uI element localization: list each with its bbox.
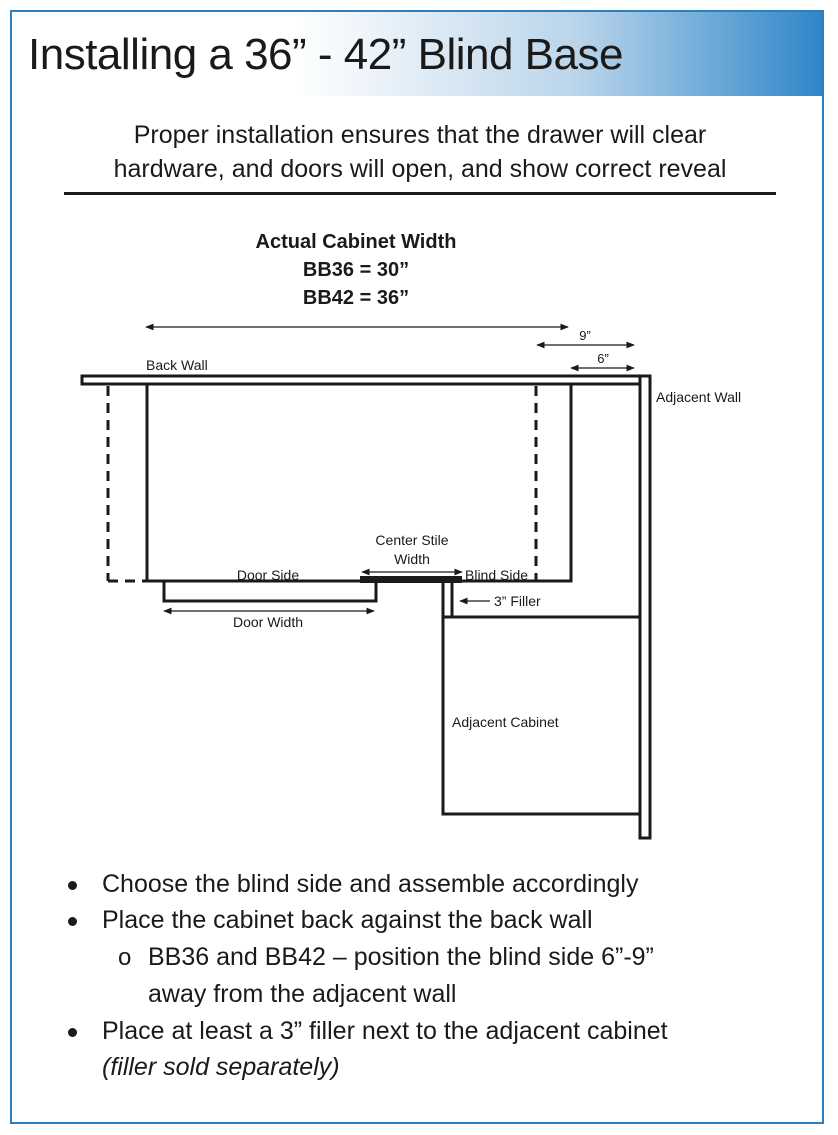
bullet-dot: [68, 917, 77, 926]
dim-6-label: 6”: [597, 351, 609, 366]
bullet-item-3-note: (filler sold separately): [102, 1053, 340, 1081]
subtitle-line-2: hardware, and doors will open, and show correct reveal: [113, 155, 727, 183]
center-stile: [360, 576, 462, 583]
bb42-width: BB42 = 36”: [302, 287, 410, 309]
door-width-label: Door Width: [232, 614, 304, 630]
door-panel: [164, 581, 376, 601]
cabinet-body: [147, 384, 571, 581]
adjacent-cabinet-label: Adjacent Cabinet: [452, 714, 559, 730]
blind-side-label: Blind Side: [465, 567, 529, 583]
bullet-item-3: Place at least a 3” filler next to the adjacent cabinet: [102, 1017, 668, 1045]
bullet-dot: [68, 881, 77, 890]
filler: [443, 581, 452, 617]
page-title: Installing a 36” - 42” Blind Base: [28, 30, 623, 79]
adjacent-wall-label: Adjacent Wall: [656, 389, 742, 405]
center-stile-label-1: Center Stile: [375, 532, 449, 548]
sub-bullet-line-2: away from the adjacent wall: [148, 980, 457, 1008]
dim-9-label: 9”: [579, 328, 591, 343]
bb36-width: BB36 = 30”: [302, 259, 410, 281]
bullet-dot: [68, 1028, 77, 1037]
adjacent-wall: [640, 376, 650, 838]
center-stile-label-2: Width: [394, 551, 430, 567]
bullet-item-1: Choose the blind side and assemble accordingly: [102, 870, 639, 898]
sub-bullet-line-1: BB36 and BB42 – position the blind side 6”-9”: [148, 943, 654, 971]
door-side-label: Door Side: [236, 567, 300, 583]
back-wall: [82, 376, 640, 384]
subtitle-line-1: Proper installation ensures that the drawer will clear: [133, 121, 707, 149]
filler-label: 3” Filler: [494, 593, 541, 609]
sub-bullet-marker: o: [118, 944, 132, 971]
back-wall-label: Back Wall: [146, 357, 208, 373]
width-heading: Actual Cabinet Width: [255, 231, 457, 253]
bullet-item-2: Place the cabinet back against the back wall: [102, 906, 593, 934]
